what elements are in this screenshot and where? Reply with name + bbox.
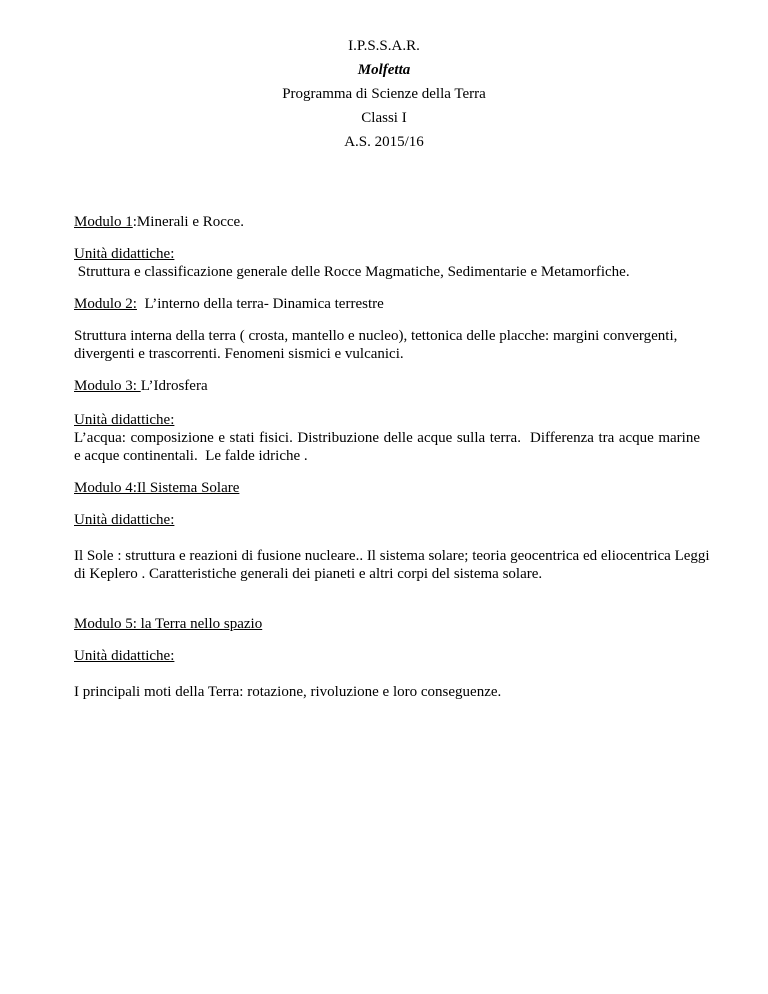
document-body: [74, 213, 710, 701]
classes-label: Classi I: [361, 110, 407, 126]
school-name: I.P.S.S.A.R.: [348, 38, 420, 54]
module-1-heading-label: Modulo 1: [74, 214, 133, 230]
school-year: A.S. 2015/16: [344, 134, 424, 150]
document-header: [0, 36, 768, 156]
module-3-heading: [74, 377, 700, 395]
module-4-units-label: Unità didattiche:: [74, 512, 175, 528]
module-2-heading: [74, 295, 700, 313]
module-2-heading-label: Modulo 2:: [74, 296, 137, 312]
module-1-content: Struttura e classificazione generale delle Rocce Magmatiche, Sedimentarie e Metamorfiche.: [74, 264, 630, 280]
module-2-content: Struttura interna della terra ( crosta, mantello e nucleo), tettonica delle placche: margini convergenti, divergenti e trascorrenti. Fenomeni sismici e vulcanici.: [74, 328, 678, 362]
module-3-heading-title: L’Idrosfera: [140, 378, 208, 394]
module-5-content: I principali moti della Terra: rotazione, rivoluzione e loro conseguenze.: [74, 684, 502, 700]
module-1-heading: [74, 213, 700, 231]
module-4-heading: Modulo 4:Il Sistema Solare: [74, 480, 240, 496]
module-1-heading-title: :Minerali e Rocce.: [132, 214, 244, 230]
module-1-units-label: Unità didattiche:: [74, 246, 175, 262]
module-5-heading: Modulo 5: la Terra nello spazio: [74, 616, 263, 632]
module-2-heading-title: L’interno della terra- Dinamica terrestre: [136, 296, 384, 312]
module-3-heading-label: Modulo 3:: [74, 378, 141, 394]
program-title: Programma di Scienze della Terra: [282, 86, 486, 102]
module-5-units-label: Unità didattiche:: [74, 648, 175, 664]
module-3-units-label: Unità didattiche:: [74, 412, 175, 428]
module-4-content: Il Sole : struttura e reazioni di fusione nucleare.. Il sistema solare; teoria geocentrica ed eliocentrica Leggi di Keplero . Caratteristiche generali dei pianeti e altri corpi del sistema solare.: [74, 548, 710, 582]
school-city: Molfetta: [357, 62, 411, 78]
module-3-content: L’acqua: composizione e stati fisici. Distribuzione delle acque sulla terra. Differenza tra acque marine e acque continentali. Le falde idriche .: [74, 430, 708, 464]
